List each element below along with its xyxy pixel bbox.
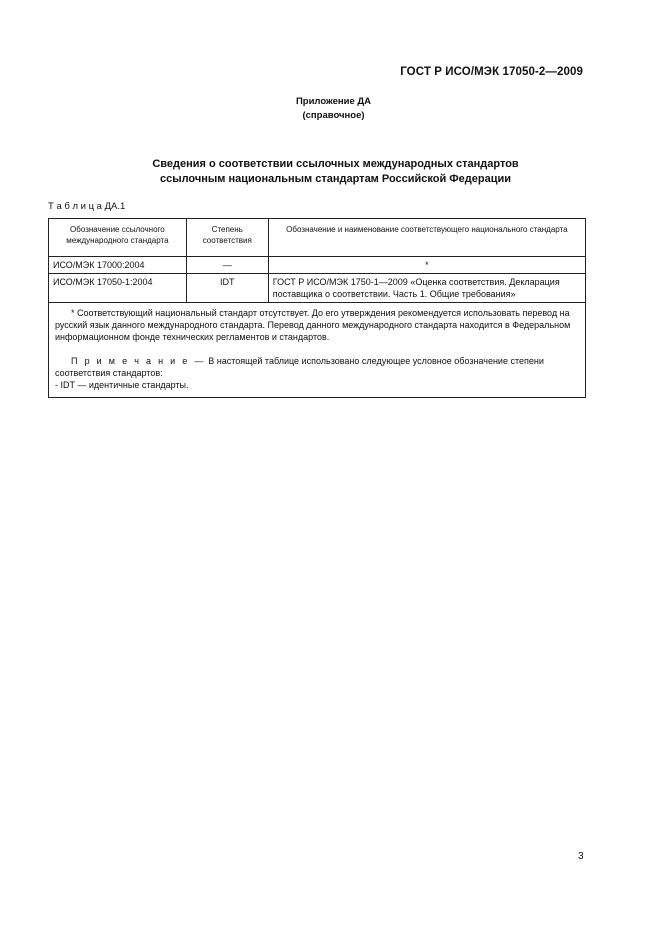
cell-standard: ИСО/МЭК 17000:2004 <box>49 257 187 274</box>
cell-standard: ИСО/МЭК 17050-1:2004 <box>49 274 187 303</box>
annex-heading <box>0 95 661 123</box>
header-national-standard: Обозначение и наименование соответствующего национального стандарта <box>268 219 585 257</box>
reference-table <box>48 218 586 398</box>
cell-national: * <box>268 257 585 274</box>
note-text: В настоящей таблице использовано следующее условное обозначение степени соответствия стандартов: <box>55 356 544 378</box>
table-row <box>49 257 586 274</box>
note <box>55 355 579 379</box>
cell-degree: IDT <box>186 274 268 303</box>
section-title-line-1: Сведения о соответствии ссылочных международных стандартов <box>152 158 519 170</box>
section-title-line-2: ссылочным национальным стандартам Российской Федерации <box>159 173 512 185</box>
table-header-row <box>49 219 586 257</box>
table-row <box>49 274 586 303</box>
note-label: П р и м е ч а н и е — <box>71 356 206 366</box>
note-item: - IDT — идентичные стандарты. <box>55 380 189 390</box>
annex-subtitle: (справочное) <box>302 110 365 121</box>
section-title <box>0 157 661 187</box>
document-code: ГОСТ Р ИСО/МЭК 17050-2—2009 <box>400 66 583 78</box>
page-number: 3 <box>578 851 584 862</box>
footnote: * Соответствующий национальный стандарт отсутствует. До его утверждения рекомендуется использовать перевод на русский язык данного международного стандарта. Перевод данного международного стандарта находится в Федеральном информационном фонде технических регламентов и стандартов. <box>55 308 571 342</box>
table-notes <box>49 303 586 398</box>
table-label: Т а б л и ц а ДА.1 <box>48 201 126 212</box>
table-notes-row <box>49 303 586 398</box>
cell-degree: — <box>186 257 268 274</box>
header-international-standard: Обозначение ссылочного международного стандарта <box>49 219 187 257</box>
cell-national: ГОСТ Р ИСО/МЭК 1750-1—2009 «Оценка соответствия. Декларация поставщика о соответствии. Часть 1. Общие требования» <box>268 274 585 303</box>
header-degree: Степень соответствия <box>186 219 268 257</box>
annex-title: Приложение ДА <box>295 96 372 107</box>
